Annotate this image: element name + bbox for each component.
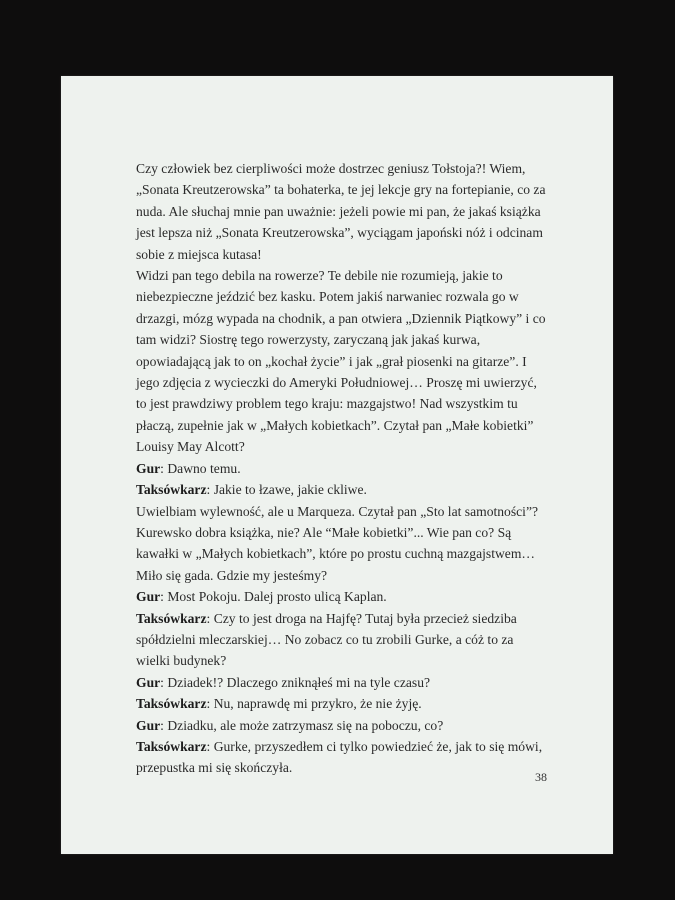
dialogue-text: : Nu, naprawdę mi przykro, że nie żyję. — [206, 696, 422, 712]
speaker-name: Taksówkarz — [136, 482, 207, 498]
dialogue-line — [136, 479, 546, 500]
page-number: 38 — [535, 770, 547, 784]
dialogue-line — [136, 736, 546, 779]
speaker-name: Taksówkarz — [136, 610, 207, 626]
speaker-name: Gur — [136, 589, 161, 605]
dialogue-line — [136, 501, 546, 587]
speaker-name: Gur — [136, 717, 161, 733]
dialogue-line — [136, 458, 546, 479]
page-text — [136, 158, 546, 779]
dialogue-text: : Czy to jest droga na Hajfę? Tutaj była przecież siedziba spółdzielni mleczarskiej… No zobacz co tu zrobili Gurke, a cóż to za wielki budynek? — [136, 610, 517, 669]
dialogue-text: : Jakie to łzawe, jakie ckliwe. — [206, 482, 367, 498]
dialogue-text: : Gurke, przyszedłem ci tylko powiedzieć że, jak to się mówi, przepustka mi się skończyła. — [136, 738, 543, 776]
dialogue-text: : Dziadku, ale może zatrzymasz się na poboczu, co? — [160, 717, 444, 733]
speaker-name: Taksówkarz — [136, 696, 207, 712]
speaker-name: Gur — [136, 674, 161, 690]
dialogue-line — [136, 693, 546, 714]
monologue-paragraph: Czy człowiek bez cierpliwości może dostrzec geniusz Tołstoja?! Wiem, „Sonata Kreutzerowska” ta bohaterka, te jej lekcje gry na fortepianie, co za nuda. Ale słuchaj mnie pan uważnie: jeżeli powie mi pan, że jakaś książka jest lepsza niż „Sonata Kreutzerowska”, wyciągam japoński nóż i odcinam sobie z miejsca kutasa! — [136, 161, 546, 262]
dialogue-text: : Dawno temu. — [160, 460, 241, 476]
speaker-name: Gur — [136, 460, 161, 476]
dialogue-text: : Most Pokoju. Dalej prosto ulicą Kaplan. — [160, 589, 387, 605]
dialogue-line — [136, 586, 546, 607]
dialogue-line — [136, 715, 546, 736]
page-sheet — [61, 76, 613, 854]
dialogue-line — [136, 672, 546, 693]
dialogue-text: Uwielbiam wylewność, ale u Marqueza. Czytał pan „Sto lat samotności”? Kurewsko dobra książka, nie? Ale “Małe kobietki”... Wie pan co? Są kawałki w „Małych kobietkach”, które po prostu cuchną mazgajstwem… Miło się gada. Gdzie my jesteśmy? — [136, 503, 539, 583]
monologue-paragraph: Widzi pan tego debila na rowerze? Te debile nie rozumieją, jakie to niebezpieczne jeździć bez kasku. Potem jakiś narwaniec rozwala go w drzazgi, mózg wypada na chodnik, a pan otwiera „Dziennik Piątkowy” i co tam widzi? Siostrę tego rowerzysty, zaryczaną jak jakaś kurwa, opowiadającą jak to on „kochał życie” i jak „grał piosenki na gitarze”. I jego zdjęcia z wycieczki do Ameryki Południowej… Proszę mi uwierzyć, to jest prawdziwy problem tego kraju: mazgajstwo! Nad wszystkim tu płaczą, zupełnie jak w „Małych kobietkach”. Czytał pan „Małe kobietki” Louisy May Alcott? — [136, 268, 546, 455]
dialogue-line — [136, 608, 546, 672]
dialogue-text: : Dziadek!? Dlaczego zniknąłeś mi na tyle czasu? — [160, 674, 431, 690]
speaker-name: Taksówkarz — [136, 738, 207, 754]
